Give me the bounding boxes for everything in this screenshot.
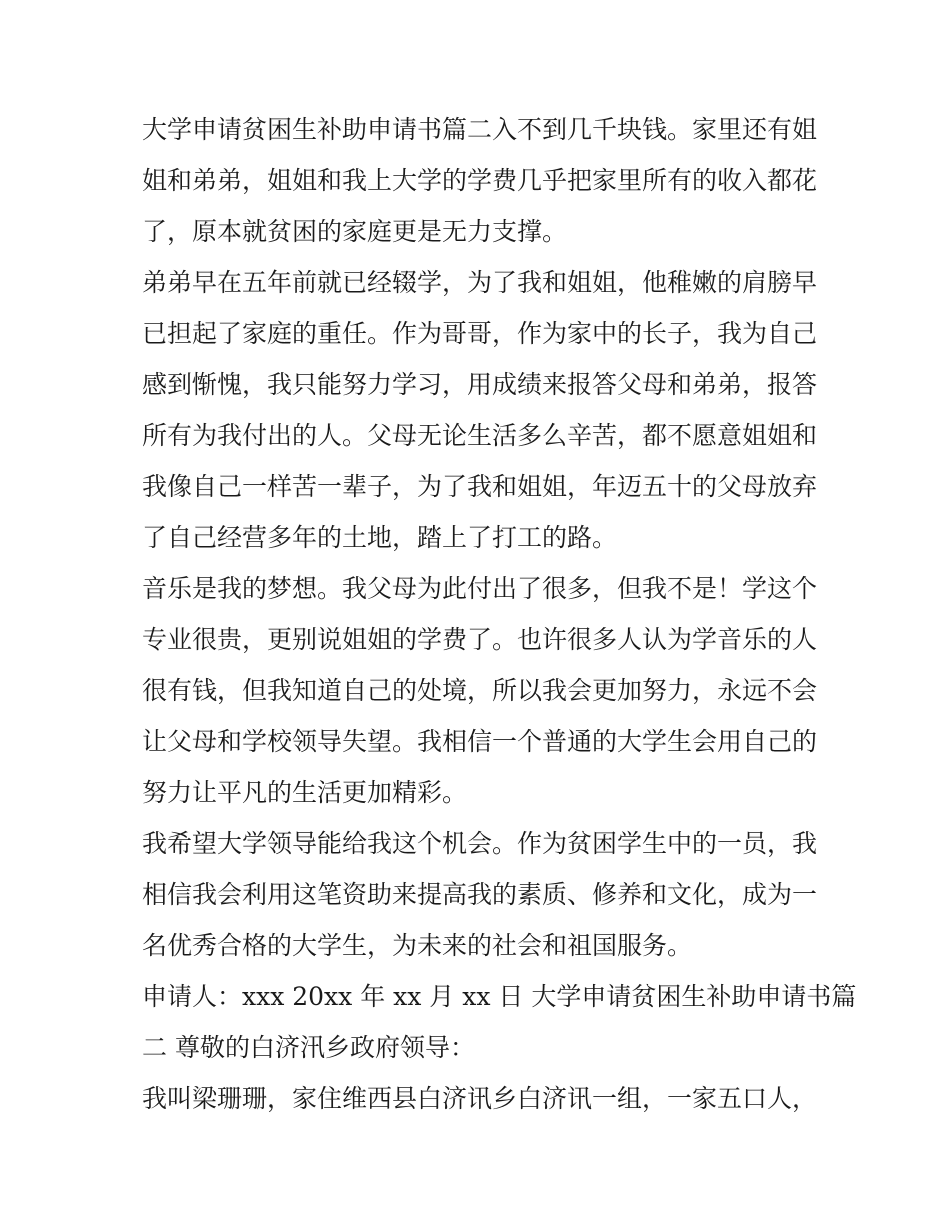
text-line: 感到惭愧，我只能努力学习，用成绩来报答父母和弟弟，报答 — [142, 370, 818, 399]
text-line: 二 尊敬的白济汛乡政府领导： — [142, 1033, 475, 1062]
text-line: 音乐是我的梦想。我父母为此付出了很多，但我不是！学这个 — [142, 574, 818, 603]
text-line: 我像自己一样苦一辈子，为了我和姐姐，年迈五十的父母放弃 — [142, 472, 818, 501]
document-body — [142, 104, 857, 1124]
text-line: 我希望大学领导能给我这个机会。作为贫困学生中的一员，我 — [142, 829, 818, 858]
text-line: 很有钱，但我知道自己的处境，所以我会更加努力，永远不会 — [142, 676, 818, 705]
text-line: 姐和弟弟，姐姐和我上大学的学费几乎把家里所有的收入都花 — [142, 166, 818, 195]
text-line: 努力让平凡的生活更加精彩。 — [142, 778, 468, 807]
text-line: 名优秀合格的大学生，为未来的社会和祖国服务。 — [142, 931, 693, 960]
text-line: 了自己经营多年的土地，踏上了打工的路。 — [142, 523, 618, 552]
text-line: 弟弟早在五年前就已经辍学，为了我和姐姐，他稚嫩的肩膀早 — [142, 268, 818, 297]
text-line: 已担起了家庭的重任。作为哥哥，作为家中的长子，我为自己 — [142, 319, 818, 348]
text-line: 让父母和学校领导失望。我相信一个普通的大学生会用自己的 — [142, 727, 818, 756]
text-line: 申请人：xxx 20xx 年 xx 月 xx 日 大学申请贫困生补助申请书篇 — [142, 982, 857, 1011]
text-line: 专业很贵，更别说姐姐的学费了。也许很多人认为学音乐的人 — [142, 625, 818, 654]
text-line: 了，原本就贫困的家庭更是无力支撑。 — [142, 217, 568, 246]
text-line: 相信我会利用这笔资助来提高我的素质、修养和文化，成为一 — [142, 880, 818, 909]
text-line: 所有为我付出的人。父母无论生活多么辛苦，都不愿意姐姐和 — [142, 421, 818, 450]
text-line: 我叫梁珊珊，家住维西县白济讯乡白济讯一组，一家五口人， — [142, 1084, 818, 1113]
text-line: 大学申请贫困生补助申请书篇二入不到几千块钱。家里还有姐 — [142, 115, 818, 144]
